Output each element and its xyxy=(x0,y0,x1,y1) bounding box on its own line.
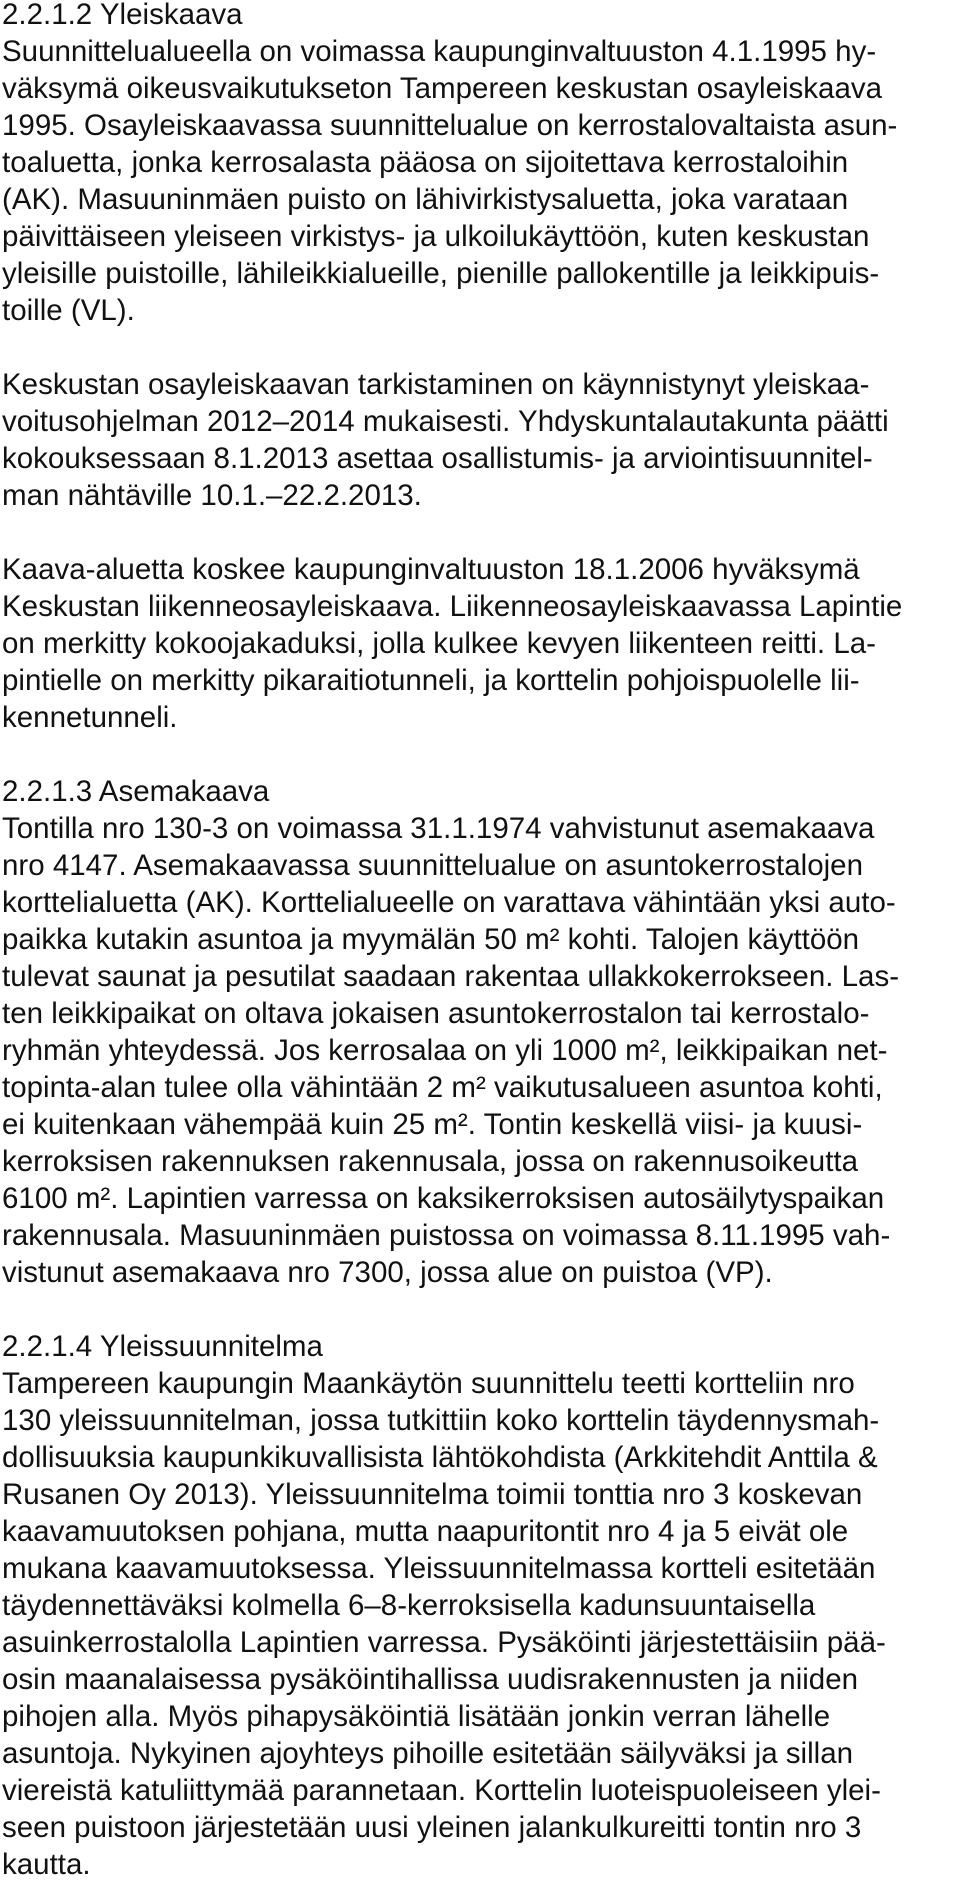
document-section xyxy=(2,1291,958,1883)
text-line: asuntoja. Nykyinen ajoyhteys pihoille esitetään säilyväksi ja sillan xyxy=(2,1737,854,1770)
text-line: ryhmän yhteydessä. Jos kerrosalaa on yli 1000 m², leikkipaikan net- xyxy=(2,1034,888,1067)
text-line: nro 4147. Asemakaavassa suunnittelualue on asuntokerrostalojen xyxy=(2,849,863,882)
paragraph-spacer xyxy=(2,514,958,551)
text-line: (AK). Masuuninmäen puisto on lähivirkistysaluetta, joka varataan xyxy=(2,183,849,216)
text-line: seen puistoon järjestetään uusi yleinen jalankulkureitti tontin nro 3 xyxy=(2,1811,862,1844)
text-line: tulevat saunat ja pesutilat saadaan rakentaa ullakkokerrokseen. Las- xyxy=(2,960,900,993)
text-line: täydennettäväksi kolmella 6‒8-kerroksisella kadunsuuntaisella xyxy=(2,1589,816,1622)
text-line: väksymä oikeusvaikutukseton Tampereen keskustan osayleiskaava xyxy=(2,72,883,105)
document-section xyxy=(2,736,958,1291)
document-section xyxy=(2,0,958,736)
text-line: ei kuitenkaan vähempää kuin 25 m². Tontin keskellä viisi- ja kuusi- xyxy=(2,1108,863,1141)
paragraph xyxy=(2,329,958,514)
paragraph-spacer xyxy=(2,1291,958,1328)
text-line: toaluetta, jonka kerrosalasta pääosa on sijoitettava kerrostaloihin xyxy=(2,146,849,179)
section-heading: 2.2.1.4 Yleissuunnitelma xyxy=(2,1330,323,1363)
text-line: Kaava-aluetta koskee kaupunginvaltuuston 18.1.2006 hyväksymä xyxy=(2,553,860,586)
text-line: paikka kutakin asuntoa ja myymälän 50 m² kohti. Talojen käyttöön xyxy=(2,923,860,956)
text-line: osin maanalaisessa pysäköintihallissa uudisrakennusten ja niiden xyxy=(2,1663,859,1696)
text-line: korttelialuetta (AK). Korttelialueelle on varattava vähintään yksi auto- xyxy=(2,886,896,919)
text-line: kennetunneli. xyxy=(2,701,178,734)
text-line: mukana kaavamuutoksessa. Yleissuunnitelmassa kortteli esitetään xyxy=(2,1552,876,1585)
text-line: kautta. xyxy=(2,1848,91,1881)
paragraph xyxy=(2,810,958,1291)
text-line: toille (VL). xyxy=(2,294,135,327)
text-line: Tampereen kaupungin Maankäytön suunnittelu teetti kortteliin nro xyxy=(2,1367,855,1400)
paragraph xyxy=(2,1365,958,1883)
text-line: voitusohjelman 2012‒2014 mukaisesti. Yhdyskuntalautakunta päätti xyxy=(2,405,889,438)
text-line: asuinkerrostalolla Lapintien varressa. Pysäköinti järjestettäisiin pää- xyxy=(2,1626,886,1659)
text-line: pihojen alla. Myös pihapysäköintiä lisätään jonkin verran lähelle xyxy=(2,1700,831,1733)
text-line: man nähtäville 10.1.‒22.2.2013. xyxy=(2,479,422,512)
text-line: päivittäiseen yleiseen virkistys- ja ulkoilukäyttöön, kuten keskustan xyxy=(2,220,870,253)
paragraph-spacer xyxy=(2,329,958,366)
text-line: rakennusala. Masuuninmäen puistossa on voimassa 8.11.1995 vah- xyxy=(2,1219,891,1252)
text-line: Suunnittelualueella on voimassa kaupunginvaltuuston 4.1.1995 hy- xyxy=(2,35,877,68)
text-line: kokouksessaan 8.1.2013 asettaa osallistumis- ja arviointisuunnitel- xyxy=(2,442,873,475)
paragraph xyxy=(2,33,958,329)
text-line: 1995. Osayleiskaavassa suunnittelualue on kerrostalovaltaista asun- xyxy=(2,109,898,142)
text-line: dollisuuksia kaupunkikuvallisista lähtökohdista (Arkkitehdit Anttila & xyxy=(2,1441,878,1474)
text-line: Tontilla nro 130-3 on voimassa 31.1.1974 vahvistunut asemakaava xyxy=(2,812,875,845)
text-line: Keskustan osayleiskaavan tarkistaminen on käynnistynyt yleiskaa- xyxy=(2,368,870,401)
text-line: 130 yleissuunnitelman, jossa tutkittiin koko korttelin täydennysmah- xyxy=(2,1404,880,1437)
paragraph xyxy=(2,514,958,736)
paragraph-spacer xyxy=(2,736,958,773)
text-line: yleisille puistoille, lähileikkialueille, pienille pallokentille ja leikkipuis- xyxy=(2,257,880,290)
text-line: kerroksisen rakennuksen rakennusala, jossa on rakennusoikeutta xyxy=(2,1145,859,1178)
text-line: on merkitty kokoojakaduksi, jolla kulkee kevyen liikenteen reitti. La- xyxy=(2,627,876,660)
section-heading: 2.2.1.3 Asemakaava xyxy=(2,775,270,808)
text-line: kaavamuutoksen pohjana, mutta naapuritontit nro 4 ja 5 eivät ole xyxy=(2,1515,849,1548)
text-line: topinta-alan tulee olla vähintään 2 m² vaikutusalueen asuntoa kohti, xyxy=(2,1071,883,1104)
text-line: viereistä katuliittymää parannetaan. Korttelin luoteispuoleiseen ylei- xyxy=(2,1774,881,1807)
section-heading: 2.2.1.2 Yleiskaava xyxy=(2,0,243,31)
document-page xyxy=(2,0,958,1883)
text-line: pintielle on merkitty pikaraitiotunneli, ja korttelin pohjoispuolelle lii- xyxy=(2,664,860,697)
text-line: Keskustan liikenneosayleiskaava. Liikenneosayleiskaavassa Lapintie xyxy=(2,590,903,623)
text-line: Rusanen Oy 2013). Yleissuunnitelma toimii tonttia nro 3 koskevan xyxy=(2,1478,863,1511)
text-line: 6100 m². Lapintien varressa on kaksikerroksisen autosäilytyspaikan xyxy=(2,1182,885,1215)
text-line: vistunut asemakaava nro 7300, jossa alue on puistoa (VP). xyxy=(2,1256,773,1289)
text-line: ten leikkipaikat on oltava jokaisen asuntokerrostalon tai kerrostalo- xyxy=(2,997,870,1030)
